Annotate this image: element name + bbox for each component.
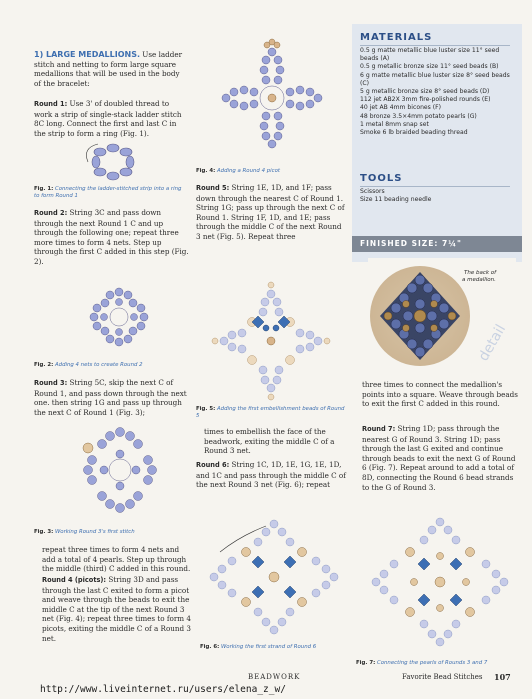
material-item: 0.5 g metallic bronze size 11° seed beads (B) (360, 63, 499, 71)
detail-badge: detail (475, 321, 510, 364)
fig2-text: Adding 4 nets to create Round 2 (54, 362, 143, 368)
material-item: Smoke 6 lb braided beading thread (360, 129, 468, 137)
fig6-label: Fig. 6: (200, 644, 220, 650)
materials-list (360, 47, 512, 137)
fig4-caption (196, 168, 346, 175)
round7-label: Round 7: (362, 425, 396, 433)
fig3-beads (84, 428, 157, 513)
fig1-caption (34, 186, 184, 200)
material-item: 0.5 g matte metallic blue luster size 11° seed beads (A) (360, 47, 500, 63)
photo-caption-2: a medallion. (462, 277, 496, 283)
round6-text: String 1C, 1D, 1E, 1G, 1E, 1D, and 1C and pass through the middle C of the next Round 3 net (Fig. 6); repeat (196, 460, 346, 490)
round4-paragraph (42, 575, 192, 643)
round5cont-text: times to embellish the face of the beadwork, exiting the middle C of a Round 3 net. (204, 427, 335, 456)
tool-item: Size 11 beading needle (360, 196, 432, 204)
fig2-label: Fig. 2: (34, 362, 54, 368)
round3-paragraph (34, 378, 190, 417)
watermark-url: http://www.liveinternet.ru/users/elena_z_w/ (40, 684, 286, 695)
round2-label: Round 2: (34, 209, 68, 217)
fig7-diagram (366, 512, 514, 652)
fig5-bicones (252, 316, 290, 331)
fig7-pearls (406, 548, 475, 617)
fig2-beads (90, 288, 148, 346)
section-title: 1) LARGE MEDALLIONS. (34, 50, 140, 59)
materials-divider (360, 45, 510, 46)
fig3-caption (34, 529, 184, 536)
round2-paragraph (34, 208, 190, 267)
fig5-caption (196, 406, 346, 420)
round6-paragraph (196, 460, 348, 490)
fig7-text: Connecting the pearls of Rounds 3 and 7 (376, 660, 488, 666)
fig1-text: Connecting the ladder-stitched strip into a ring to form Round 1 (34, 186, 182, 199)
fig4-label: Fig. 4: (196, 168, 216, 174)
fig6-strand (242, 548, 307, 607)
round1-text: Use 3' of doubled thread to work a strip of single-stack ladder stitch 8C long. Connect the first and last C in the strip to form a ring (Fig. 1). (34, 99, 182, 138)
fig3-diagram (78, 424, 162, 516)
materials-sidebar (352, 24, 522, 262)
round3cont-text: repeat three times to form 4 nets and add a total of 4 pearls. Step up through the middle (third) C added in this round. (42, 545, 191, 574)
round6cont-text: three times to connect the medallion's points into a square. Weave through beads to exit the first C added in this round. (362, 380, 518, 409)
round6-continued (362, 380, 520, 409)
fig1-label: Fig. 1: (34, 186, 54, 192)
tools-divider (360, 186, 510, 187)
round4-text: String 3D and pass through the last C exited to form a picot and weave through the beads to exit the middle C at the tip of the next Round 3 net (Fig. 4); repeat three times to form 4 picots, exiting the middle C of a Round 3 net. (42, 575, 191, 643)
material-item: 6 g matte metallic blue luster size 8° seed beads (C) (360, 71, 510, 87)
material-item: 5 g metallic bronze size 8° seed beads (D) (360, 88, 490, 96)
fig5-label: Fig. 5: (196, 406, 216, 412)
fig4-text: Adding a Round 4 picot (216, 168, 281, 174)
round2-text: String 3C and pass down through the next Round 1 C and up through the following one; repeat three more times to form 4 nets. Step up through the first C added in this step (Fig. 2). (34, 208, 189, 266)
material-item: 112 jet AB2X 3mm fire-polished rounds (E) (360, 96, 491, 104)
round3-continued (42, 545, 192, 574)
round3-text: String 5C, skip the next C of Round 1, and pass down through the next one. then string 1G and pass up through the next C of Round 1 (Fig. 3); (34, 378, 187, 417)
tool-item: Scissors (360, 188, 385, 195)
fig1-ring (92, 144, 134, 180)
footer-title: Favorite Bead Stitches (402, 673, 483, 681)
fig6-caption (200, 644, 350, 651)
material-item: 40 jet AB 4mm bicones (F) (360, 104, 442, 112)
footer-magazine: BEADWORK (248, 673, 301, 681)
round4-label: Round 4 (picots): (42, 576, 107, 584)
page-number: 107 (494, 672, 511, 682)
photo-caption-1: The back of (464, 270, 497, 276)
round5-continued (204, 427, 349, 456)
round1-label: Round 1: (34, 100, 68, 108)
medallion-photo (368, 258, 516, 368)
round5-paragraph (196, 183, 348, 242)
fig6-text: Working the first strand of Round 6 (220, 644, 317, 650)
fig4-diagram (208, 34, 336, 162)
fig6-diagram (200, 512, 348, 642)
intro-paragraph (34, 50, 188, 88)
fig7-label: Fig. 7: (356, 660, 376, 666)
fig2-diagram (88, 286, 150, 348)
round5-text: String 1E, 1D, and 1F; pass down through the nearest C of Round 1. String 1G; pass up through the next C of Round 1. String 1F, 1D, and 1E; pass through the middle C of the next Round 3 net (Fig. 5). Repeat three (196, 183, 345, 241)
material-item: 48 bronze 3.5×4mm potato pearls (G) (360, 112, 477, 120)
round3-label: Round 3: (34, 379, 68, 387)
pearl-icon (83, 443, 93, 453)
round7-paragraph (362, 424, 520, 492)
round7-text: String 1D; pass through the nearest G of Round 3. String 1D; pass through the last G exited and continue through beads to exit the next G of Round 6 (Fig. 7). Repeat around to add a total of 8D, connecting the Round 6 bead strands to the G of Round 3. (362, 424, 516, 492)
round6-label: Round 6: (196, 461, 230, 469)
materials-heading: MATERIALS (360, 32, 433, 43)
tools-heading: TOOLS (360, 173, 403, 184)
intro-text: Use ladder stitch and netting to form large square medallions that will be used in the body of the bracelet: (34, 50, 183, 88)
fig5-text: Adding the first embellishment beads of Round 5 (196, 406, 345, 419)
fig3-text: Working Round 3's first stitch (54, 529, 135, 535)
fig7-caption (356, 660, 526, 667)
fig3-label: Fig. 3: (34, 529, 54, 535)
round5-label: Round 5: (196, 184, 230, 192)
finished-size-banner: FINISHED SIZE: 7¼" (352, 236, 522, 252)
fig2-caption (34, 362, 184, 369)
fig1-diagram (78, 140, 148, 182)
fig5-diagram (210, 280, 332, 402)
material-item: 1 metal 8mm snap set (360, 120, 429, 128)
round1-paragraph (34, 99, 188, 138)
tools-list (360, 188, 512, 204)
